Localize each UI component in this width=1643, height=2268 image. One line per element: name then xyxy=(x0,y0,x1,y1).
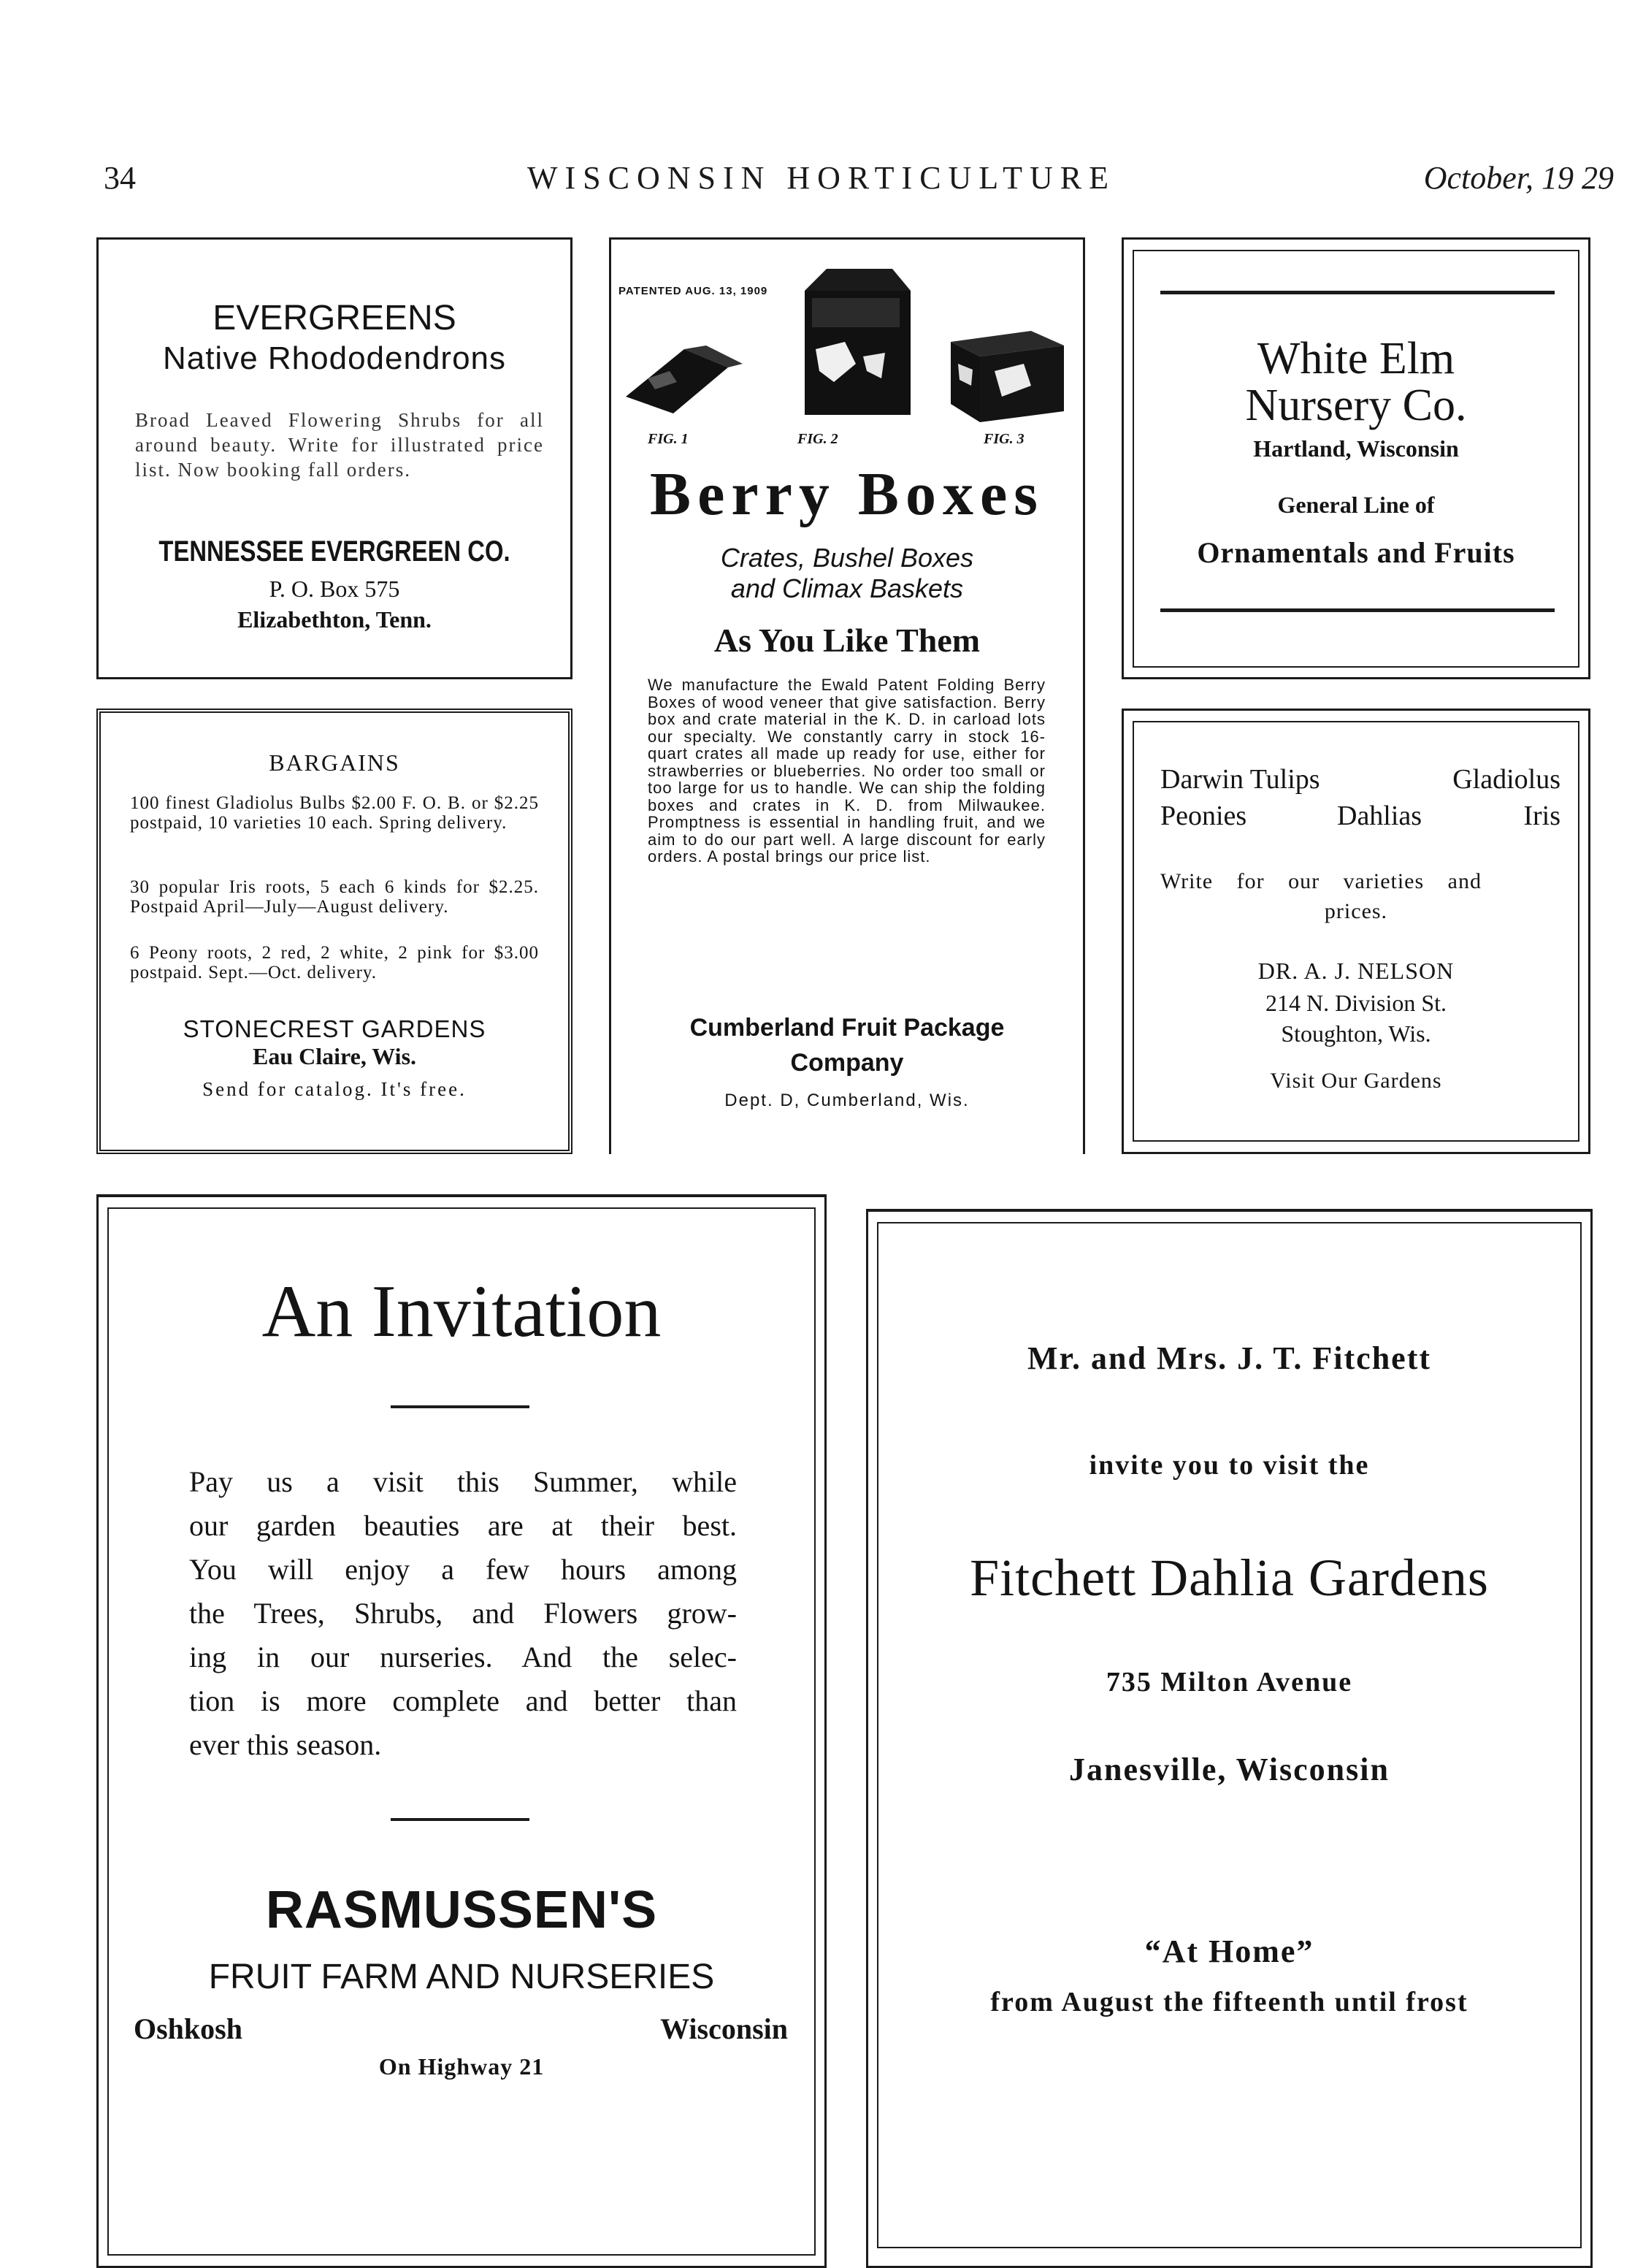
body-rule xyxy=(391,1818,529,1821)
company-city: Elizabethton, Tenn. xyxy=(237,606,432,633)
owner-city: Stoughton, Wis. xyxy=(1281,1020,1431,1047)
berry-box-fig2-icon xyxy=(783,254,929,422)
ad-subtitle: Native Rhododendrons xyxy=(162,340,507,376)
ad-footer: Visit Our Gardens xyxy=(1270,1069,1442,1093)
city-left: Oshkosh xyxy=(134,2012,242,2045)
ad-paragraph-1: 100 finest Gladiolus Bulbs $2.00 F. O. B. or $2.25 postpaid, 10 varieties 10 each. Spring delivery. xyxy=(130,793,539,833)
flower-dahlias: Dahlias xyxy=(1337,801,1422,831)
company-name-line2: Company xyxy=(790,1049,904,1077)
owner-street: 214 N. Division St. xyxy=(1265,990,1447,1016)
ad-bargains xyxy=(96,709,572,1154)
company-subtitle: FRUIT FARM AND NURSERIES xyxy=(208,1958,715,1996)
ad-title: Berry Boxes xyxy=(650,460,1044,528)
ad-subtitle-2: and Climax Baskets xyxy=(730,573,964,603)
company-city: Eau Claire, Wis. xyxy=(252,1043,417,1069)
ad-title: BARGAINS xyxy=(269,749,400,776)
company-address: Dept. D, Cumberland, Wis. xyxy=(724,1091,970,1110)
company-location: Hartland, Wisconsin xyxy=(1253,435,1459,462)
page-number: 34 xyxy=(104,160,136,196)
fig2-label: FIG. 2 xyxy=(797,431,838,447)
bottom-rule xyxy=(1160,608,1555,612)
ad-white-elm xyxy=(1122,237,1590,679)
flower-peonies: Peonies xyxy=(1160,801,1247,831)
flower-darwin-tulips: Darwin Tulips xyxy=(1160,764,1320,795)
ad-nelson xyxy=(1122,709,1590,1154)
company-name-line1: Cumberland Fruit Package xyxy=(689,1014,1005,1042)
body-line: You will enjoy a few hours among xyxy=(189,1553,737,1586)
body-line: ever this season. xyxy=(189,1728,382,1761)
top-rule xyxy=(1160,291,1555,294)
company-name: TENNESSEE EVERGREEN CO. xyxy=(158,535,510,568)
hosts: Mr. and Mrs. J. T. Fitchett xyxy=(1027,1340,1432,1376)
body-line: our garden beauties are at their best. xyxy=(189,1509,737,1542)
ad-line-1: General Line of xyxy=(1277,492,1435,518)
ad-evergreens xyxy=(96,237,572,679)
journal-title: WISCONSIN HORTICULTURE xyxy=(526,160,1117,196)
body-line: the Trees, Shrubs, and Flowers grow- xyxy=(189,1597,737,1630)
fig3-label: FIG. 3 xyxy=(984,431,1025,447)
ad-body: Broad Leaved Flowering Shrubs for all around beauty. Write for illustrated price list. Now booking fall orders. xyxy=(135,409,544,481)
ad-body: We manufacture the Ewald Patent Folding Berry Boxes of wood veneer that give satisfaction. Berry box and crate material in the K. D. in carload lots our specialty. We constantly carry in stock 16-quart crates all made up ready for use, either for strawberries or blueberries. No order too small or too large for us to handle. We can ship the folding boxes and crates in K. D. from Milwaukee. Promptness is essential in handling fruit, and we aim to do our part well. A large discount for early orders. A postal brings our price list. xyxy=(648,676,1046,866)
flower-gladiolus: Gladiolus xyxy=(1452,764,1560,795)
garden-street: 735 Milton Avenue xyxy=(1106,1667,1353,1698)
berry-box-fig3-icon xyxy=(943,313,1075,429)
heading-rule xyxy=(391,1405,529,1408)
flower-iris: Iris xyxy=(1523,801,1560,831)
company-address: P. O. Box 575 xyxy=(269,576,400,602)
berry-box-fig1-icon xyxy=(618,327,757,415)
ad-berry-boxes xyxy=(609,237,1085,1154)
body-line: Pay us a visit this Summer, while xyxy=(189,1465,737,1498)
garden-city: Janesville, Wisconsin xyxy=(1069,1752,1390,1787)
body-line: ing in our nurseries. And the selec- xyxy=(189,1641,737,1673)
invite-line: invite you to visit the xyxy=(1089,1450,1370,1481)
issue-date: October, 19 29 xyxy=(1423,160,1614,196)
ad-fitchett xyxy=(866,1209,1593,2268)
ad-paragraph-2: 30 popular Iris roots, 5 each 6 kinds for $2.25. Postpaid April—July—August delivery. xyxy=(130,877,539,917)
ad-title: EVERGREENS xyxy=(212,299,456,337)
city-right: Wisconsin xyxy=(660,2012,788,2045)
body-line: tion is more complete and better than xyxy=(189,1684,737,1717)
visiting-dates: from August the fifteenth until frost xyxy=(990,1987,1468,2017)
ad-footer: Send for catalog. It's free. xyxy=(202,1078,467,1100)
owner-name: DR. A. J. NELSON xyxy=(1257,958,1455,984)
ad-subtitle-1: Crates, Bushel Boxes xyxy=(720,543,974,573)
patent-label: PATENTED AUG. 13, 1909 xyxy=(618,285,768,297)
garden-name: Fitchett Dahlia Gardens xyxy=(970,1549,1489,1607)
company-name-line1: White Elm xyxy=(1257,334,1455,383)
ad-line-2: Ornamentals and Fruits xyxy=(1197,536,1515,569)
ad-paragraph-3: 6 Peony roots, 2 red, 2 white, 2 pink for $3.00 postpaid. Sept.—Oct. delivery. xyxy=(130,943,539,982)
company-name: RASMUSSEN'S xyxy=(265,1881,658,1939)
fig1-label: FIG. 1 xyxy=(648,431,689,447)
company-name: STONECREST GARDENS xyxy=(183,1015,486,1042)
at-home: “At Home” xyxy=(1144,1933,1314,1969)
highway: On Highway 21 xyxy=(378,2053,545,2080)
ad-tagline: As You Like Them xyxy=(713,622,981,659)
ad-heading: An Invitation xyxy=(261,1270,662,1353)
ad-rasmussen xyxy=(96,1194,827,2268)
ad-write-line-1: Write for our varieties and xyxy=(1160,869,1482,893)
ad-write-line-2: prices. xyxy=(1324,899,1388,923)
company-name-line2: Nursery Co. xyxy=(1245,381,1467,430)
ad-body xyxy=(189,1460,737,1767)
